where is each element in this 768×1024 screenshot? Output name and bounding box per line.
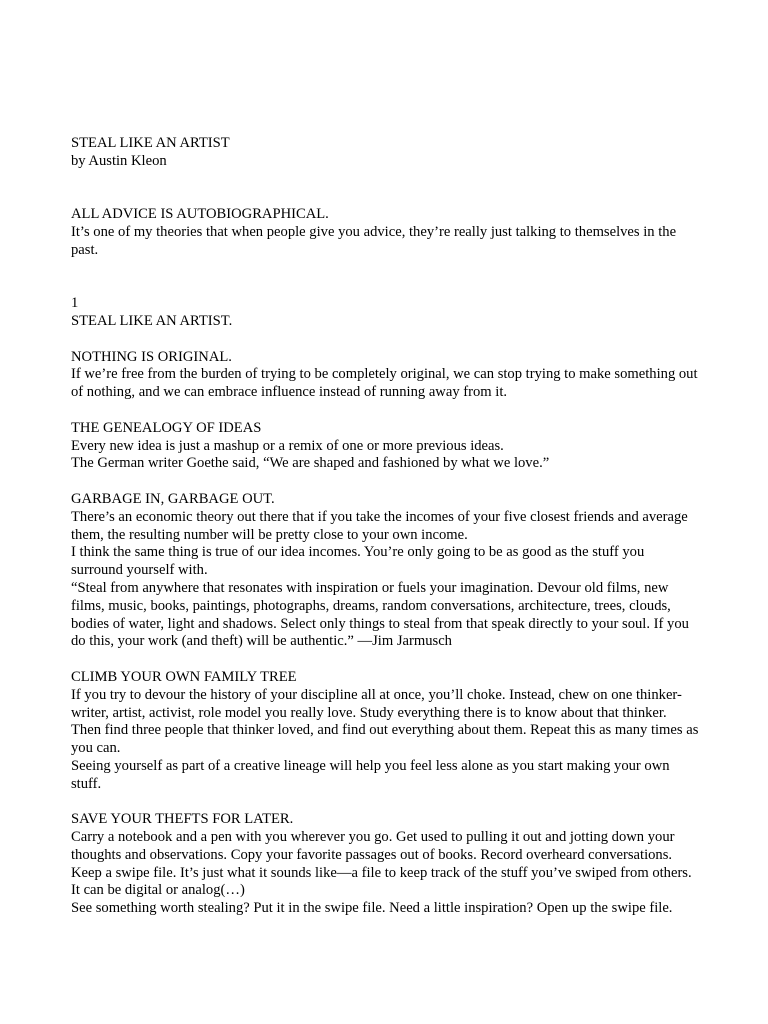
section-heading: THE GENEALOGY OF IDEAS xyxy=(71,419,262,436)
section-heading: GARBAGE IN, GARBAGE OUT. xyxy=(71,490,275,507)
spacer xyxy=(71,473,699,491)
section-paragraph: If you try to devour the history of your discipline all at once, you’ll choke. Instead, chew on one thinker- writer, artist, activist, role model you really love. Study everything there is to know about that thinker. Then find three people that thinker loved, and find out everything about them. Repeat this as many times as you can. xyxy=(71,686,699,757)
spacer xyxy=(71,793,699,811)
section-paragraph: Every new idea is just a mashup or a remix of one or more previous ideas. xyxy=(71,437,504,454)
section-paragraph: I think the same thing is true of our idea incomes. You’re only going to be as good as the stuff you surround yourself with. xyxy=(71,544,645,579)
spacer xyxy=(71,171,699,189)
section-paragraph: If we’re free from the burden of trying to be completely original, we can stop trying to make something out of nothing, and we can embrace influence instead of running away from it. xyxy=(71,366,698,401)
document-title: STEAL LIKE AN ARTIST xyxy=(71,135,230,151)
section-paragraph: Seeing yourself as part of a creative lineage will help you feel less alone as you start making your own stuff. xyxy=(71,757,670,792)
section-heading: CLIMB YOUR OWN FAMILY TREE xyxy=(71,668,297,685)
section-quote: “Steal from anywhere that resonates with inspiration or fuels your imagination. Devour old films, new films, music, books, paintings, photographs, dreams, random conversations, architecture, trees, clouds, bodies of water, light and shadows. Select only things to steal from that speak directly to your soul. If you do this, your work (and theft) will be authentic.” —Jim Jarmusch xyxy=(71,579,689,650)
section-heading: SAVE YOUR THEFTS FOR LATER. xyxy=(71,811,294,828)
section-paragraph: Keep a swipe file. It’s just what it sounds like—a file to keep track of the stuff you’ve swiped from others. It can be digital or analog(…) xyxy=(71,864,692,899)
spacer xyxy=(71,188,699,206)
document-author: by Austin Kleon xyxy=(71,152,167,169)
spacer xyxy=(71,651,699,669)
section-paragraph: There’s an economic theory out there that if you take the incomes of your five closest friends and average them, the resulting number will be pretty close to your own income. xyxy=(71,508,688,543)
intro-text: It’s one of my theories that when people give you advice, they’re really just talking to themselves in the past. xyxy=(71,223,677,258)
chapter-number: 1 xyxy=(71,295,79,312)
document-page xyxy=(71,135,699,918)
section-paragraph: The German writer Goethe said, “We are shaped and fashioned by what we love.” xyxy=(71,455,550,472)
spacer xyxy=(71,331,699,349)
section-paragraph: See something worth stealing? Put it in the swipe file. Need a little inspiration? Open up the swipe file. xyxy=(71,900,673,917)
spacer xyxy=(71,260,699,278)
intro-heading: ALL ADVICE IS AUTOBIOGRAPHICAL. xyxy=(71,206,329,223)
chapter-title: STEAL LIKE AN ARTIST. xyxy=(71,312,233,329)
section-heading: NOTHING IS ORIGINAL. xyxy=(71,348,232,365)
spacer xyxy=(71,402,699,420)
spacer xyxy=(71,277,699,295)
section-paragraph: Carry a notebook and a pen with you wherever you go. Get used to pulling it out and jotting down your thoughts and observations. Copy your favorite passages out of books. Record overheard conversations. xyxy=(71,829,675,863)
